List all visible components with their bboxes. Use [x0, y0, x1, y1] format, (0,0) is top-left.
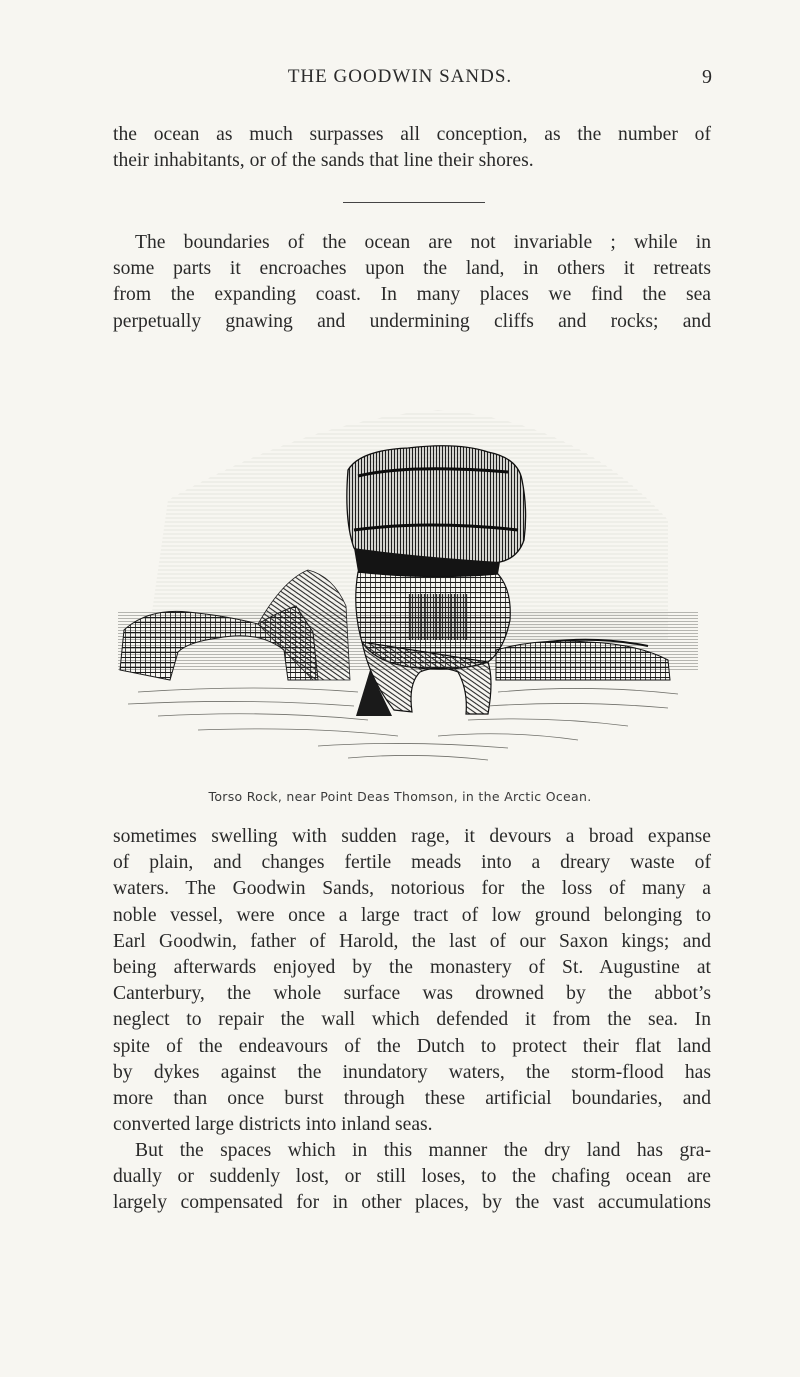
text-line: the ocean as much surpasses all conception, as the number of — [113, 124, 711, 145]
paragraph-3 — [113, 824, 711, 1138]
text-line: spite of the endeavours of the Dutch to protect their flat land — [113, 1035, 711, 1057]
text-line: noble vessel, were once a large tract of low ground belonging to — [113, 904, 711, 926]
text-line: largely compensated for in other places, by the vast accumulations — [113, 1192, 711, 1214]
text-line: converted large districts into inland seas. — [113, 1114, 433, 1136]
text-line: But the spaces which in this manner the dry land has gra- — [135, 1140, 711, 1161]
engraving-torso-rock — [108, 380, 704, 770]
text-line: neglect to repair the wall which defended it from the sea. In — [113, 1009, 711, 1031]
text-line: of plain, and changes fertile meads into a dreary waste of — [113, 852, 711, 874]
text-line: waters. The Goodwin Sands, notorious for the loss of many a — [113, 878, 711, 900]
text-line: their inhabitants, or of the sands that line their shores. — [113, 150, 534, 172]
paragraph-4 — [113, 1138, 711, 1217]
text-line: from the expanding coast. In many places we find the sea — [113, 284, 711, 306]
text-line: sometimes swelling with sudden rage, it devours a broad expanse — [113, 826, 711, 847]
page-header — [0, 66, 800, 96]
paragraph-1 — [113, 122, 711, 174]
figure-caption: Torso Rock, near Point Deas Thomson, in the Arctic Ocean. — [208, 789, 592, 804]
running-head: THE GOODWIN SANDS. — [287, 66, 513, 87]
text-line: being afterwards enjoyed by the monastery of St. Augustine at — [113, 957, 711, 979]
text-line: by dykes against the inundatory waters, the storm-flood has — [113, 1061, 711, 1083]
page-number: 9 — [702, 66, 712, 88]
text-line: some parts it encroaches upon the land, in others it retreats — [113, 258, 711, 280]
text-line: The boundaries of the ocean are not invariable ; while in — [135, 232, 711, 253]
text-line: Earl Goodwin, father of Harold, the last of our Saxon kings; and — [113, 930, 711, 952]
section-divider — [343, 202, 485, 203]
text-line: perpetually gnawing and undermining cliffs and rocks; and — [113, 310, 711, 332]
text-line: more than once burst through these artificial boundaries, and — [113, 1088, 711, 1110]
paragraph-2 — [113, 230, 711, 335]
text-line: dually or suddenly lost, or still loses, to the chafing ocean are — [113, 1166, 711, 1188]
text-line: Canterbury, the whole surface was drowned by the abbot’s — [113, 983, 711, 1005]
